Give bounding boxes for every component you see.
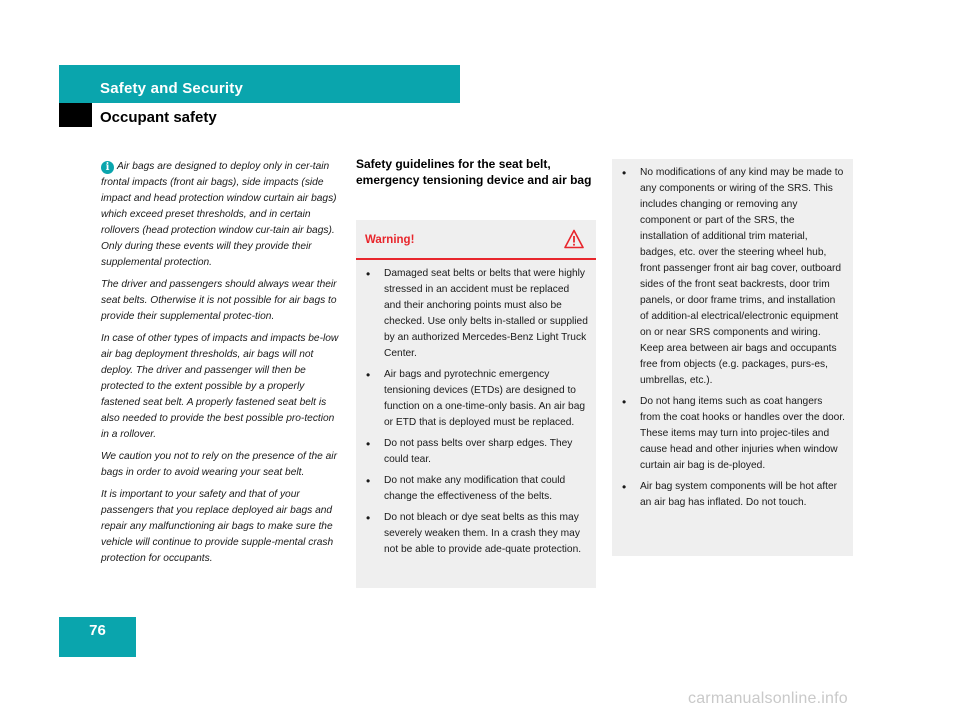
list-item: • No modifications of any kind may be made to any components or wiring of the SRS. This includes changing or removing any component or part of the SRS, the installation of additional trim material, badges, etc. over the steering wheel hub, front passenger front air bag cover, outboard sides of the front seat backrests, door trim panels, or door frame trims, and installation of addition-al electrical/electronic equipment on or near SRS components and wiring. Keep area between air bags and occupants free from objects (e.g. packages, purs-es, umbrellas, etc.). (612, 165, 845, 389)
page-number: 76 (89, 622, 106, 639)
warning-header (356, 220, 596, 260)
list-item: • Air bag system components will be hot after an air bag has inflated. Do not touch. (612, 479, 845, 511)
note-paragraph-2: The driver and passengers should always wear their seat belts. Otherwise it is not possible for air bags to provide their supplemental protec-tion. (101, 279, 337, 322)
list-item: • Do not pass belts over sharp edges. They could tear. (356, 436, 588, 468)
note-paragraph-1 (101, 159, 341, 271)
list-item: • Do not make any modification that could change the effectiveness of the belts. (356, 473, 588, 505)
note-paragraph-5: It is important to your safety and that of your passengers that you replace deployed air bags and repair any malfunctioning air bags to make sure the vehicle will continue to provide supple-mental crash protection for occupants. (101, 489, 334, 564)
page-number-box (59, 617, 136, 657)
chapter-title: Safety and Security (100, 80, 244, 97)
list-item: • Air bags and pyrotechnic emergency tensioning devices (ETDs) are designed to function on a one-time-only basis. An air bag or ETD that is deployed must be replaced. (356, 367, 588, 431)
info-note (101, 159, 341, 573)
warning-list (356, 266, 588, 563)
warning-box (356, 220, 596, 588)
note-paragraph-3: In case of other types of impacts and impacts be-low air bag deployment thresholds, air bags will not deploy. The driver and passenger will then be protected to the extent possible by a properly fastened seat belt. A properly fastened seat belt is also needed to provide the best possible pro-tection in a rollover. (101, 333, 339, 440)
warning-continued-box (612, 159, 853, 556)
warning-triangle-icon (564, 229, 584, 249)
section-title: Occupant safety (100, 109, 217, 126)
note-paragraph-4: We caution you not to rely on the presence of the air bags in order to avoid wearing your seat belt. (101, 451, 337, 478)
warning-title: Warning! (365, 234, 415, 246)
list-item: • Do not hang items such as coat hangers from the coat hooks or handles over the door. These items may turn into projec-tiles and cause head and other injuries when window curtain air bag is de-ployed. (612, 394, 845, 474)
list-item: • Damaged seat belts or belts that were highly stressed in an accident must be replaced and their anchoring points must also be checked. Use only belts in-stalled or supplied by an authorized Mercedes-Benz Light Truck Center. (356, 266, 588, 362)
note-text-1: Air bags are designed to deploy only in cer-tain frontal impacts (front air bags), side impacts (side impact and head protection window curtain air bags) which exceed preset thresholds, and in certain rollovers (head protection window cur-tain air bags). Only during these events will they provide their supplemental protection. (101, 161, 337, 268)
continued-list (612, 165, 845, 516)
section-marker (59, 103, 92, 127)
list-item: • Do not bleach or dye seat belts as this may severely weaken them. In a crash they may not be able to provide ade-quate protection. (356, 510, 588, 558)
info-icon: i (101, 161, 114, 174)
watermark: carmanualsonline.info (688, 690, 848, 707)
guidelines-heading: Safety guidelines for the seat belt, emergency tensioning device and air bag (356, 157, 592, 187)
